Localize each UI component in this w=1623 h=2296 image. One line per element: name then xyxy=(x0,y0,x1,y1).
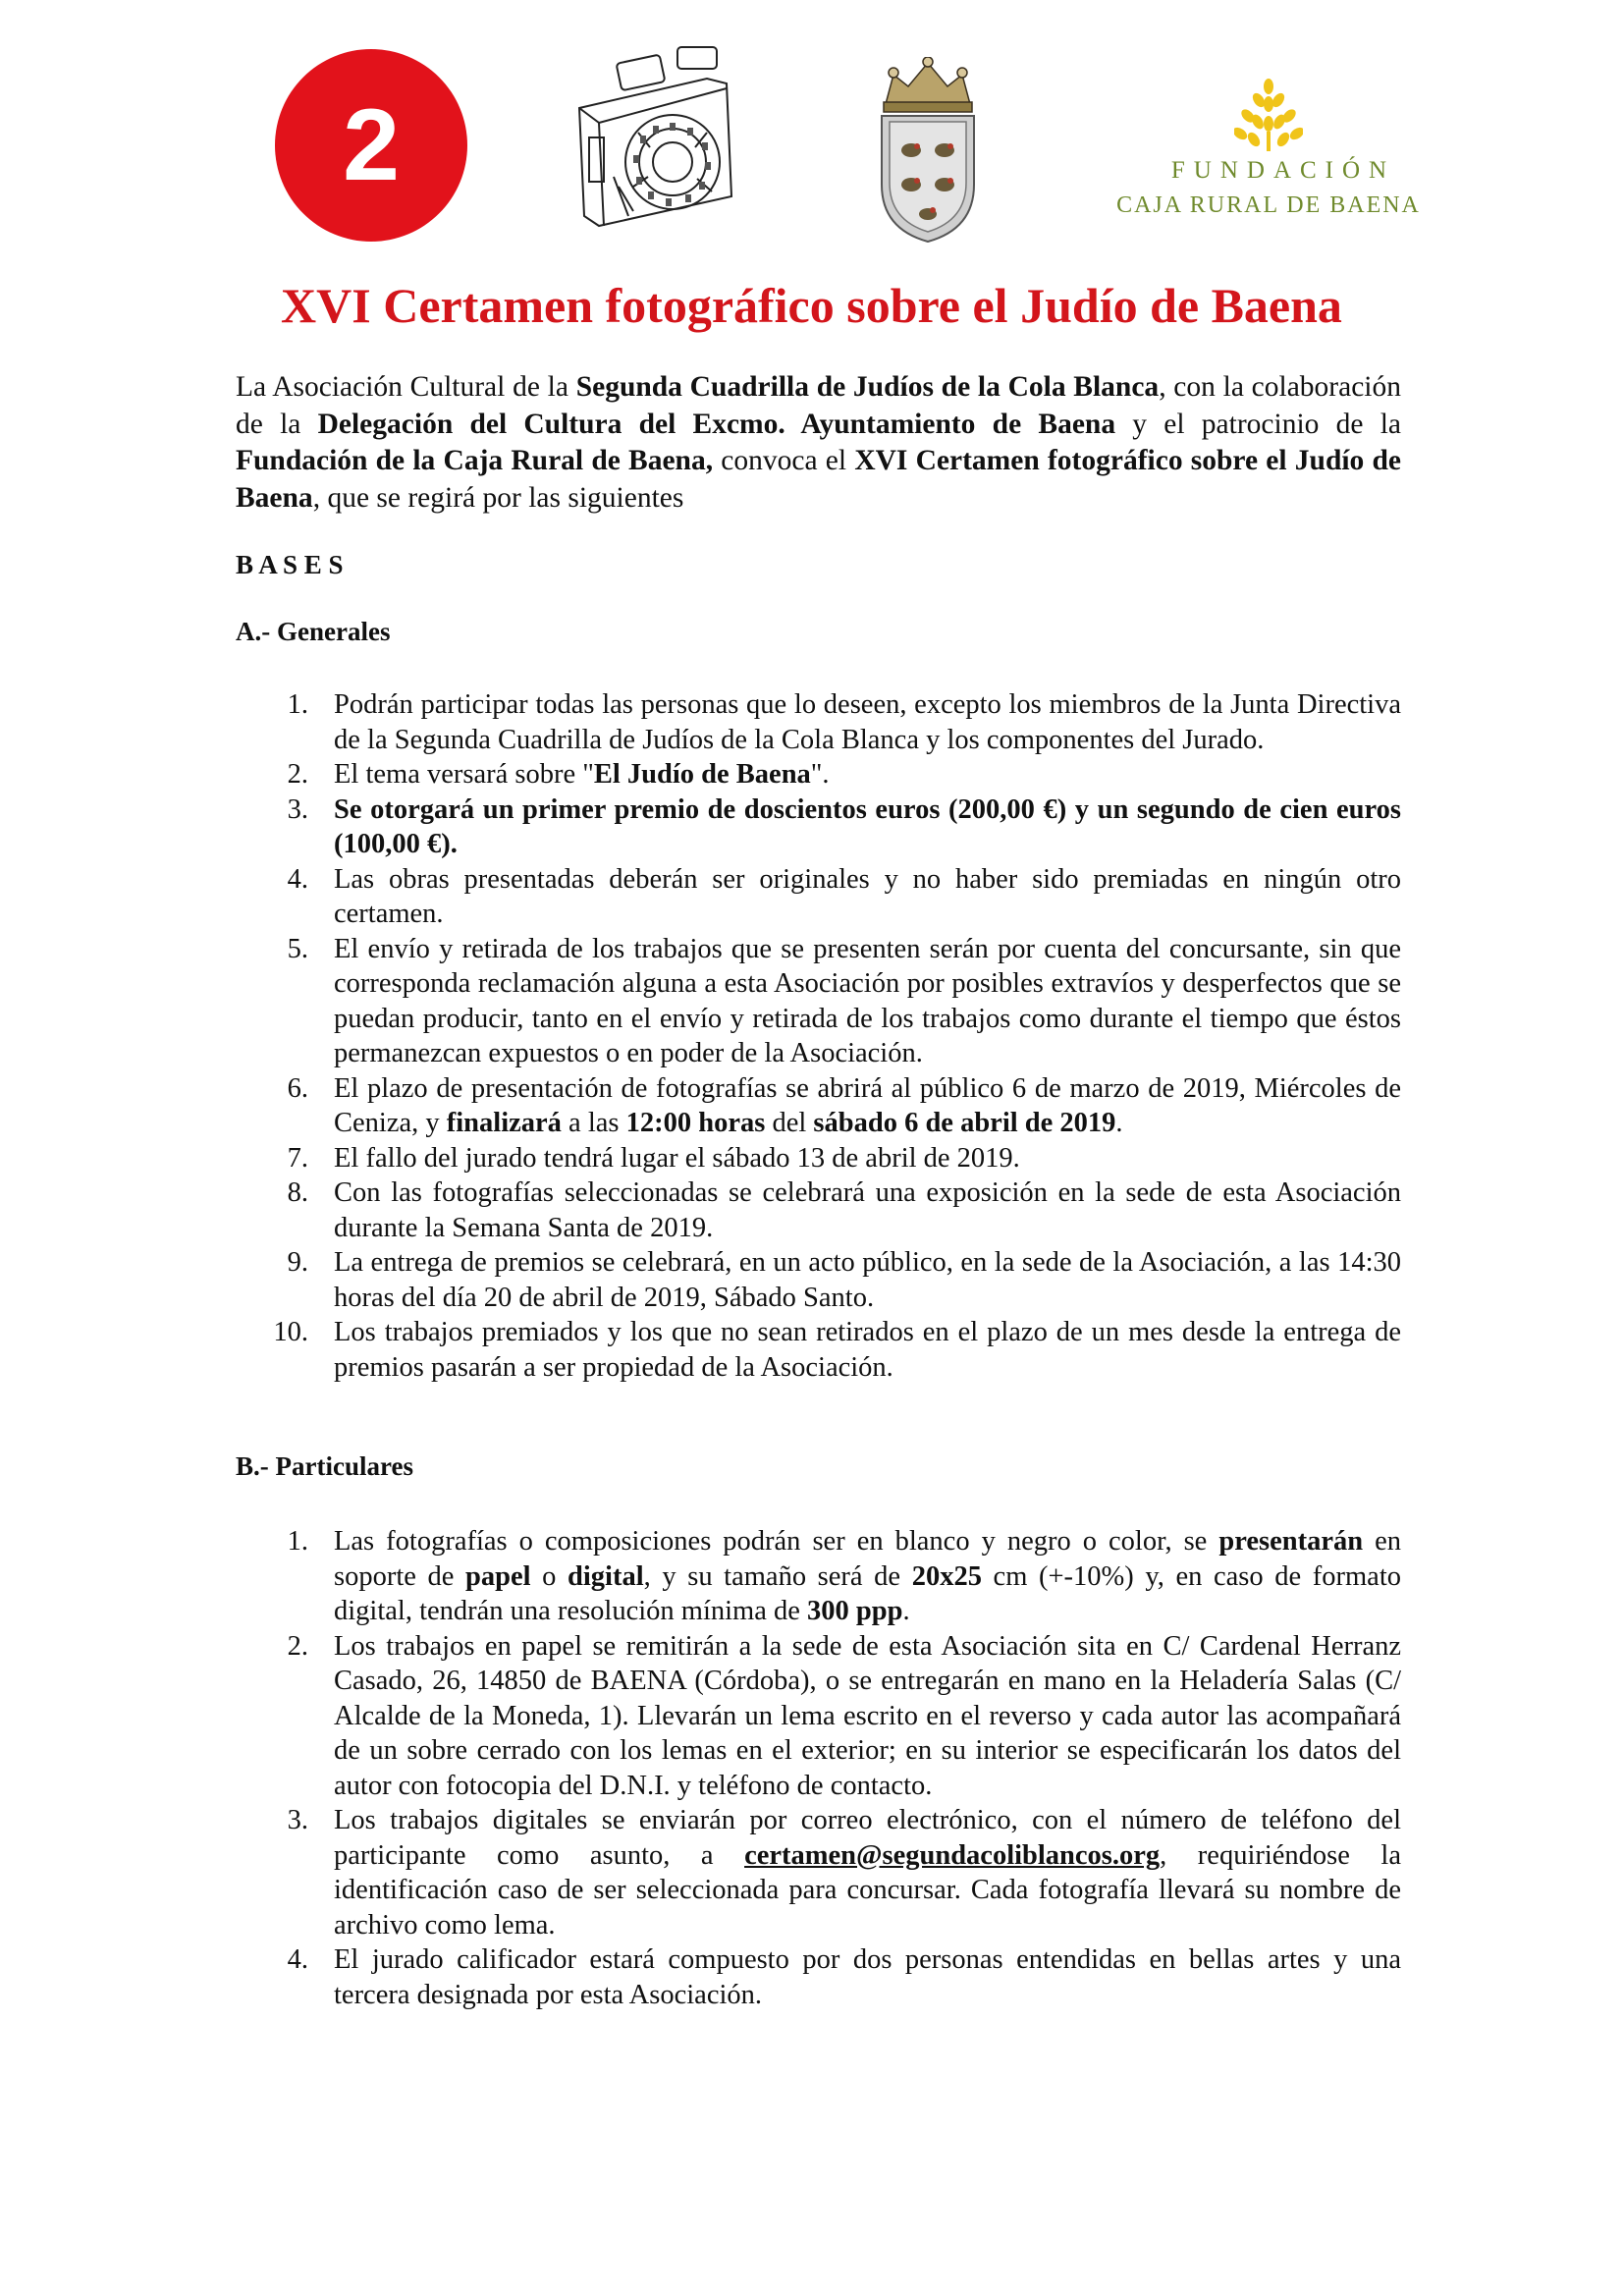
page-title: XVI Certamen fotográfico sobre el Judío de Baena xyxy=(281,278,1342,333)
contest-email-link[interactable]: certamen@segundacoliblancos.org xyxy=(744,1839,1161,1871)
list-item xyxy=(236,862,1401,932)
item-text: Con las fotografías seleccionadas se celebrará una exposición en la sede de esta Asociación durante la Semana Santa de 2019. xyxy=(334,1177,1401,1243)
list-item xyxy=(236,757,1401,793)
item-text: El envío y retirada de los trabajos que se presenten serán por cuenta del concursante, sin que corresponda reclamación alguna a esta Asociación por posibles extravíos y desperfectos que se puedan producir, tanto en el envío y retirada de los trabajos como durante el tiempo que éstos permanezcan expuestos o en poder de la Asociación. xyxy=(334,933,1401,1068)
item-number: 7. xyxy=(287,1142,308,1174)
item-text: Las fotografías o composiciones podrán ser en blanco y negro o color, se xyxy=(334,1526,1219,1557)
section-a-heading: A.- Generales xyxy=(236,617,391,646)
list-item xyxy=(236,1803,1401,1942)
item-bold: Se otorgará un primer premio de doscientos euros (200,00 €) y un segundo de cien euros (100,00 €). xyxy=(334,793,1401,859)
intro-bold: XVI Certamen fotográfico sobre el Judío de Baena xyxy=(236,445,1402,514)
bases-heading: B A S E S xyxy=(236,550,344,579)
intro-bold: Segunda Cuadrilla de Judíos de la Cola Blanca xyxy=(575,371,1160,403)
item-text: . xyxy=(1115,1108,1123,1138)
intro-paragraph xyxy=(236,369,1401,517)
list-item xyxy=(236,1524,1401,1629)
fundacion-label: FUNDACIÓN xyxy=(1170,157,1396,184)
item-text: , y su tamaño será de xyxy=(643,1560,912,1592)
item-bold: El Judío de Baena xyxy=(593,759,811,790)
item-text: cm (+-10%) y, en caso de formato digital, tendrán una resolución mínima de xyxy=(334,1560,1401,1626)
item-number: 8. xyxy=(287,1177,308,1208)
item-text: Podrán participar todas las personas que lo deseen, excepto los miembros de la Junta Directiva de la Segunda Cuadrilla de Judíos de la Cola Blanca y los componentes del Jurado. xyxy=(334,689,1401,755)
item-text: del xyxy=(765,1108,814,1138)
item-number: 2. xyxy=(287,1630,308,1662)
list-item xyxy=(236,1141,1401,1176)
item-number: 2. xyxy=(287,759,308,790)
fundacion-caja-rural-logo xyxy=(1100,79,1424,275)
item-bold: 300 ppp xyxy=(807,1596,903,1626)
item-bold: papel xyxy=(465,1560,531,1592)
item-text: La entrega de premios se celebrará, en un acto público, en la sede de la Asociación, a las 14:30 horas del día 20 de abril de 2019, Sábado Santo. xyxy=(334,1247,1401,1313)
item-bold: digital xyxy=(568,1560,644,1592)
cuadrilla-number-logo xyxy=(275,49,467,242)
wheat-icon xyxy=(1234,79,1303,153)
section-b-list xyxy=(236,1524,1401,2012)
item-text: El jurado calificador estará compuesto por dos personas entendidas en bellas artes y una tercera designada por esta Asociación. xyxy=(334,1944,1401,2010)
section-b-heading: B.- Particulares xyxy=(236,1451,413,1481)
intro-bold: Fundación de la Caja Rural de Baena, xyxy=(236,445,714,476)
intro-text: , con la colaboración de la xyxy=(236,371,1401,440)
item-number: 10. xyxy=(273,1317,308,1347)
intro-text: convoca el xyxy=(713,445,855,476)
list-item xyxy=(236,1942,1401,2012)
item-text: en soporte de xyxy=(334,1526,1401,1592)
item-number: 1. xyxy=(287,1526,308,1557)
section-a-list xyxy=(236,687,1401,1385)
list-item xyxy=(236,1315,1401,1385)
item-bold: 12:00 horas xyxy=(625,1108,766,1138)
list-item xyxy=(236,932,1401,1071)
logos-row xyxy=(0,39,1623,246)
item-text: Las obras presentadas deberán ser originales y no haber sido premiadas en ningún otro certamen. xyxy=(334,863,1401,929)
item-bold: 20x25 xyxy=(911,1560,982,1592)
item-bold: sábado 6 de abril de 2019 xyxy=(813,1108,1116,1138)
intro-text: , que se regirá por las siguientes xyxy=(312,481,684,514)
item-number: 4. xyxy=(287,863,308,895)
item-text: a las xyxy=(561,1108,626,1138)
item-text: ". xyxy=(810,759,830,790)
list-item xyxy=(236,1245,1401,1315)
caja-rural-label: CAJA RURAL DE BAENA xyxy=(1116,192,1421,218)
item-text: Los trabajos premiados y los que no sean retirados en el plazo de un mes desde la entrega de premios pasarán a ser propiedad de la Asociación. xyxy=(334,1317,1401,1383)
camera-sketch-icon xyxy=(560,39,756,236)
list-item xyxy=(236,687,1401,757)
list-item xyxy=(236,1175,1401,1245)
item-text: . xyxy=(902,1596,910,1626)
item-text: o xyxy=(530,1560,568,1592)
intro-text: La Asociación Cultural de la xyxy=(236,371,576,403)
intro-bold: Delegación del Cultura del Excmo. Ayuntamiento de Baena xyxy=(317,408,1116,440)
item-number: 9. xyxy=(287,1247,308,1278)
item-text: Los trabajos en papel se remitirán a la sede de esta Asociación sita en C/ Cardenal Herranz Casado, 26, 14850 de BAENA (Córdoba), o se entregarán en mano en la Heladería Salas (C/ Alcalde de la Moneda, 1). Llevarán un lema escrito en el reverso y cada autor las acompañará de un sobre cerrado con los lemas en el exterior; en su interior se especificarán los datos del autor con fotocopia del D.N.I. y teléfono de contacto. xyxy=(334,1630,1401,1801)
item-text: El fallo del jurado tendrá lugar el sábado 13 de abril de 2019. xyxy=(334,1142,1020,1174)
item-number: 3. xyxy=(287,1805,308,1835)
item-text: , requiriéndose la identificación caso de ser seleccionada para concursar. Cada fotografía llevará su nombre de archivo como lema. xyxy=(334,1839,1401,1941)
baena-coat-of-arms-icon xyxy=(874,57,982,244)
item-bold: finalizará xyxy=(446,1108,562,1138)
item-text: Los trabajos digitales se enviarán por correo electrónico, con el número de teléfono del participante como asunto, a xyxy=(334,1805,1401,1871)
item-number: 4. xyxy=(287,1944,308,1975)
item-number: 3. xyxy=(287,793,308,825)
item-text: El plazo de presentación de fotografías se abrirá al público 6 de marzo de 2019, Miércoles de Ceniza, y xyxy=(334,1072,1401,1138)
logo-number: 2 xyxy=(343,88,400,202)
list-item xyxy=(236,1629,1401,1804)
list-item xyxy=(236,1071,1401,1141)
item-number: 1. xyxy=(287,689,308,720)
list-item xyxy=(236,793,1401,862)
item-bold: presentarán xyxy=(1218,1526,1364,1557)
item-number: 5. xyxy=(287,933,308,964)
item-text: El tema versará sobre " xyxy=(334,759,594,790)
intro-text: y el patrocinio de la xyxy=(1115,408,1401,440)
item-number: 6. xyxy=(287,1072,308,1104)
